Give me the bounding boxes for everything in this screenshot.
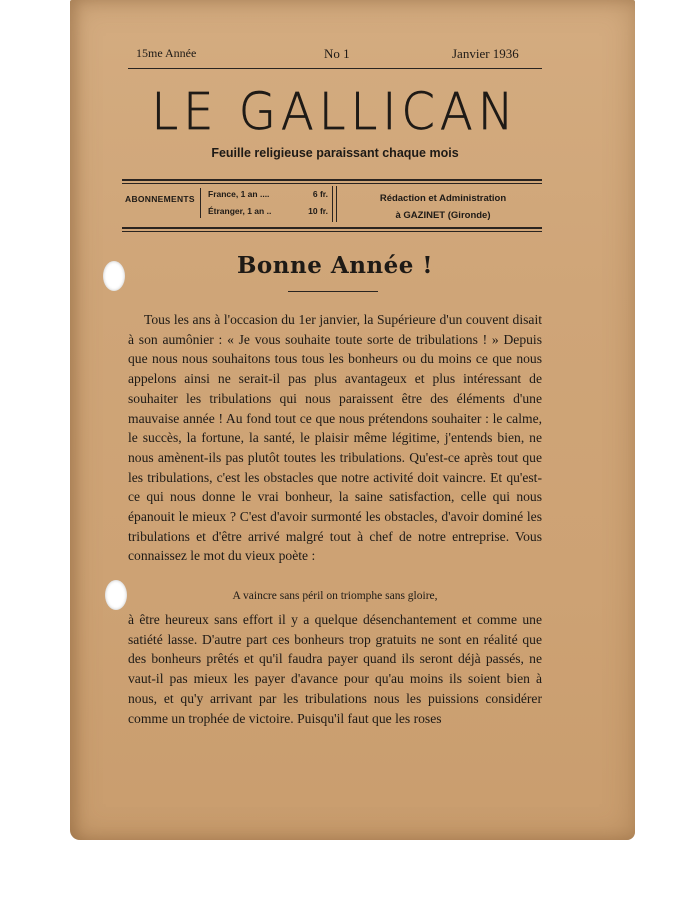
- info-rule-top-2: [122, 183, 542, 184]
- price-row-france: [208, 186, 328, 203]
- price-label-france: France, 1 an ....: [208, 189, 270, 199]
- article-headline: Bonne Année !: [236, 252, 434, 279]
- headline-underline: [288, 291, 378, 292]
- top-rule: [128, 68, 542, 69]
- issue-number: No 1: [324, 46, 350, 61]
- editorial-office: [348, 190, 538, 224]
- punch-hole-bottom: [105, 580, 127, 610]
- price-label-foreign: Étranger, 1 an ..: [208, 206, 272, 216]
- masthead-title: LE GALLICAN: [151, 82, 519, 142]
- office-location: à GAZINET (Gironde): [395, 210, 491, 221]
- info-rule-top-1: [122, 179, 542, 181]
- edition-label: 15me Année: [136, 46, 197, 60]
- price-row-foreign: [208, 203, 328, 220]
- punch-hole-top: [103, 261, 125, 291]
- price-value-france: 6 fr.: [312, 189, 328, 199]
- article-quote: A vaincre sans péril on triomphe sans gloire,: [232, 590, 438, 602]
- issue-date: Janvier 1936: [452, 46, 519, 61]
- info-rule-bottom-2: [122, 231, 542, 232]
- issue-line: [122, 46, 542, 66]
- bracket-left: [200, 188, 201, 218]
- subscription-prices: [208, 186, 328, 220]
- subscriptions-label: ABONNEMENTS: [125, 194, 195, 204]
- masthead-subtitle: Feuille religieuse paraissant chaque mois: [211, 146, 459, 160]
- column-divider-2: [336, 186, 337, 222]
- column-divider-1: [332, 186, 333, 222]
- article-paragraph-2: à être heureux sans effort il y a quelque désenchantement et comme une satiété lasse. D'autre part ces bonheurs trop gratuits ne sont en réalité que des bonheurs prêtés et qu'il faudra payer quand ils seront déjà passés, ne vaut-il pas mieux les payer d'avance pour qu'au moins ils soient bien à nous, et qu'y arrivant par les tribulations nous les puissions considérer comme un trophée de victoire. Puisqu'il faut que les roses: [128, 612, 542, 726]
- office-title: Rédaction et Administration: [379, 193, 507, 204]
- info-rule-bottom-1: [122, 227, 542, 229]
- price-value-foreign: 10 fr.: [308, 206, 328, 216]
- article-paragraph-1: Tous les ans à l'occasion du 1er janvier, la Supérieure d'un couvent disait à son aumônier : « Je vous souhaite toute sorte de tribulations ! » Depuis que nous nous souhaitons tous tous les bonheurs ou du moins ce que nous appelons ainsi ne serait-il pas plus avantageux et plus intéressant de souhaiter les tribulations qui nous paraissent être des éléments d'une mauvaise année ! Au fond tout ce que nous prétendons souhaiter : le calme, le succès, la fortune, la santé, le plaisir même légitime, j'entends bien, ne nous amènent-ils pas plutôt toutes les tribulations. Qu'est-ce après tout que les tribulations, c'est les obstacles que notre activité doit vaincre. Et qu'est-ce qui nous donne le vrai bonheur, la saine satisfaction, celle qui nous épanouit le mieux ? C'est d'avoir surmonté les obstacles, d'avoir dominé les tribulations et d'être arrivé malgré tout à chef de notre entreprise. Vous connaissez le mot du vieux poète :: [128, 312, 542, 564]
